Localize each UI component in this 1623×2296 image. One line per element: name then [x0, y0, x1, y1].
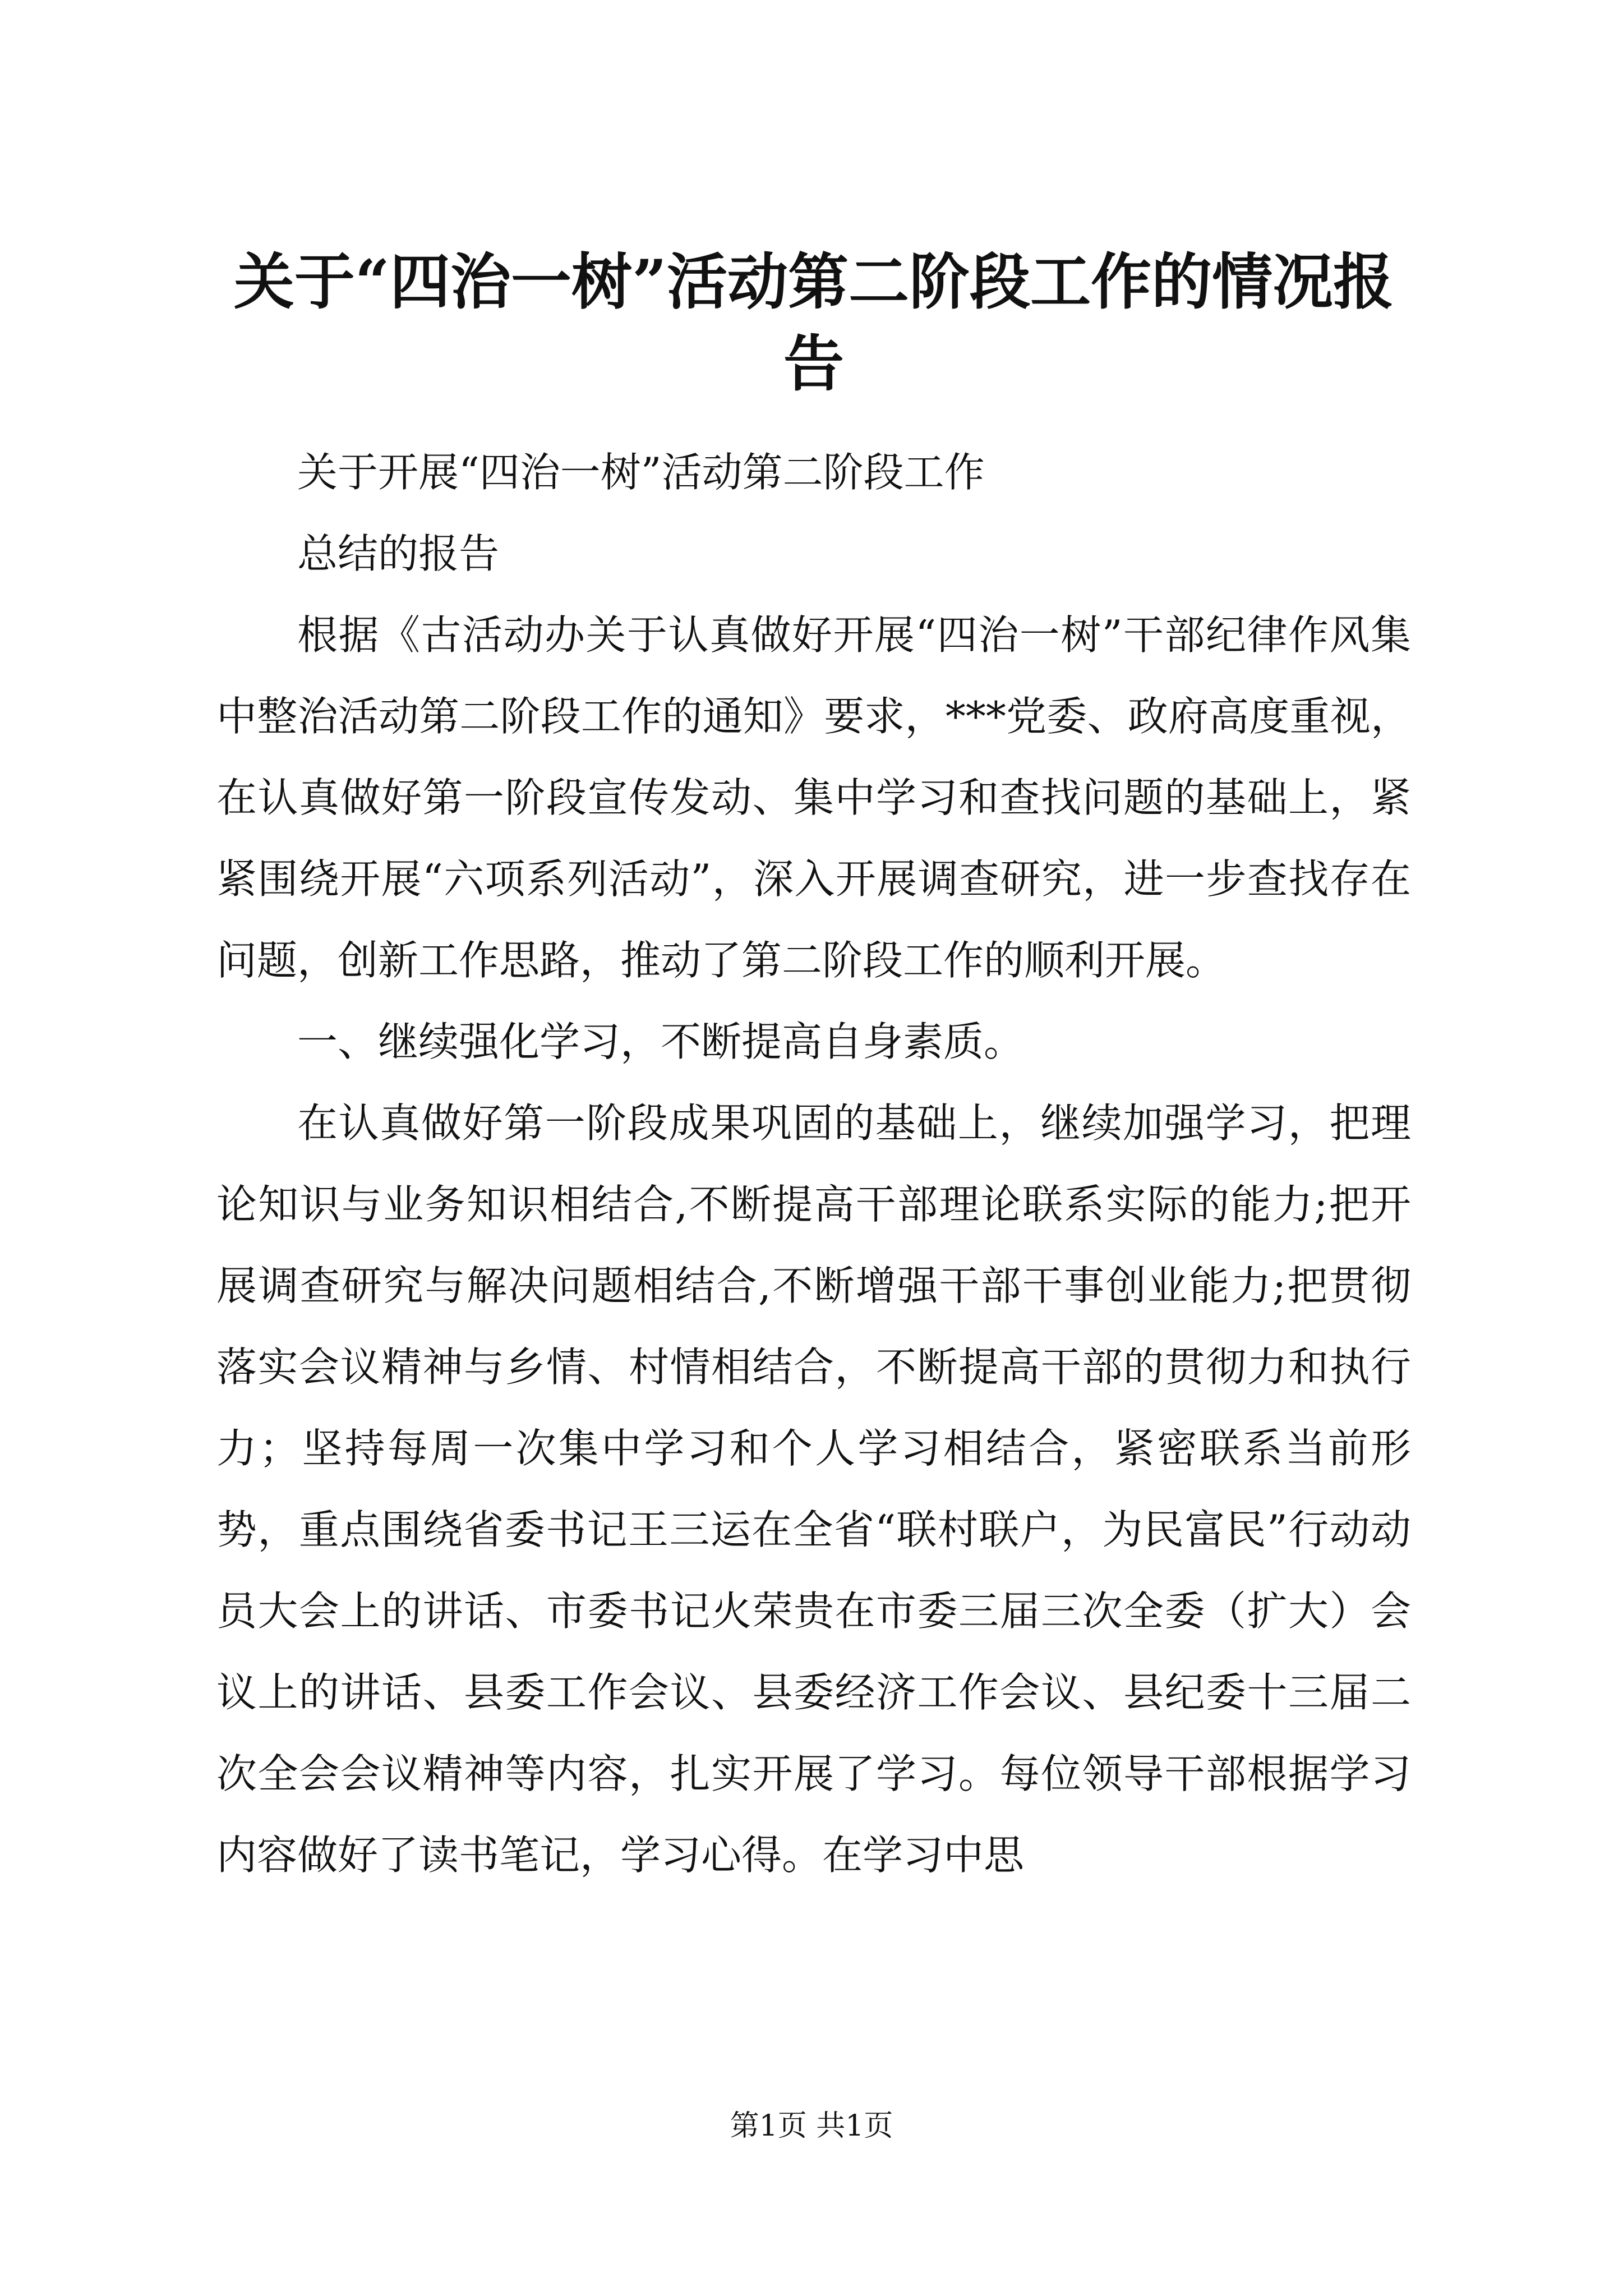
document-content [216, 241, 1411, 1896]
intro-paragraph: 根据《古活动办关于认真做好开展“四治一树”干部纪律作风集中整治活动第二阶段工作的通知》要求，***党委、政府高度重视，在认真做好第一阶段宣传发动、集中学习和查找问题的基础上，紧紧围绕开展“六项系列活动”，深入开展调查研究，进一步查找存在问题，创新工作思路，推动了第二阶段工作的顺利开展。 [216, 611, 1411, 984]
subtitle-line-1: 关于开展“四治一树”活动第二阶段工作 [297, 449, 985, 496]
section-heading-1: 一、继续强化学习，不断提高自身素质。 [297, 1018, 1025, 1065]
page-number-footer: 第1页 共1页 [730, 2109, 893, 2143]
subtitle-line-2: 总结的报告 [297, 530, 500, 577]
document-title: 关于“四治一树”活动第二阶段工作的情况报告 [233, 247, 1394, 399]
section-1-paragraph: 在认真做好第一阶段成果巩固的基础上，继续加强学习，把理论知识与业务知识相结合,不断提高干部理论联系实际的能力;把开展调查研究与解决问题相结合,不断增强干部干事创业能力;把贯彻落实会议精神与乡情、村情相结合，不断提高干部的贯彻力和执行力；坚持每周一次集中学习和个人学习相结合，紧密联系当前形势，重点围绕省委书记王三运在全省“联村联户，为民富民”行动动员大会上的讲话、市委书记火荣贵在市委三届三次全委（扩大）会议上的讲话、县委工作会议、县委经济工作会议、县纪委十三届二次全会会议精神等内容，扎实开展了学习。每位领导干部根据学习内容做好了读书笔记，学习心得。在学习中思 [216, 1099, 1411, 1879]
document-body [216, 432, 1411, 1896]
